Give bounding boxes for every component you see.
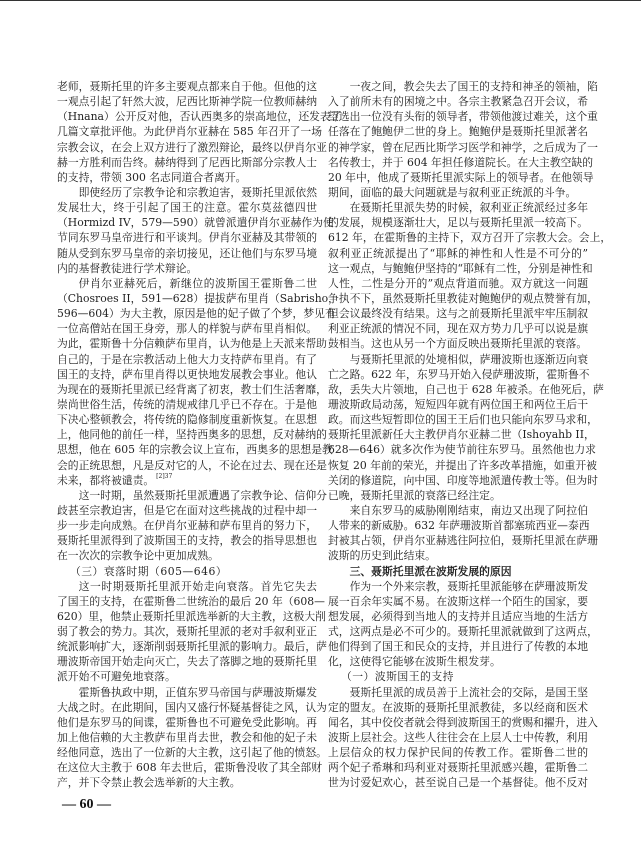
text-line	[328, 715, 598, 730]
text-line-content: 统派影响扩大，逐渐削弱聂斯托里派的影响力。最后，萨	[57, 640, 327, 654]
text-line-content: 聂斯托里派得到了波斯国王的支持，教会的指导思想也	[57, 534, 317, 548]
text-line	[57, 246, 317, 261]
text-line	[328, 185, 588, 200]
text-line-content: 珊波斯帝国开始走向灭亡，失去了落脚之地的聂斯托里	[57, 655, 317, 669]
text-line-content: 内的基督教徒进行学术辩论。	[57, 261, 198, 275]
text-line-content: 展一百余年实属不易。在波斯这样一个陌生的国家，要	[328, 594, 588, 608]
text-line	[328, 533, 598, 548]
paragraph	[57, 685, 327, 791]
text-line-content: 节同东罗马皇帝进行和平谈判。伊肖尔亚赫及其带领的	[57, 231, 317, 245]
text-line	[57, 533, 317, 548]
text-line	[57, 594, 325, 609]
text-line	[57, 654, 317, 669]
text-line	[328, 336, 588, 351]
text-line-content: 他们得到了国王和民众的支持，并且进行了传教的本地	[328, 640, 588, 654]
text-line-content: 加上他信赖的大主教萨布里肖去世，教会和他的妃子未	[57, 731, 317, 745]
text-line	[57, 473, 317, 488]
text-line-content: 歧甚至宗教迫害，但是它在面对这些挑战的过程中却一	[57, 503, 317, 517]
text-line-content: 聂斯托里派新任大主教伊肖尔亚赫二世（Ishoyahb II，	[328, 428, 595, 442]
text-line	[57, 306, 336, 321]
text-line-content: 即使经历了宗教争论和宗教迫害，聂斯托里派依然	[78, 185, 317, 199]
paragraph	[328, 579, 598, 670]
text-line	[328, 503, 588, 518]
text-line	[328, 458, 597, 473]
text-line-content: （Hnana）公开反对他，否认西奥多的崇高地位，还发表了	[57, 110, 342, 124]
text-line-content: 来自东罗马的威胁刚刚结束，南边又出现了阿拉伯	[349, 503, 588, 517]
text-line	[57, 488, 327, 503]
text-line-content: 人带来的新威胁。632 年萨珊波斯首都塞琉西亚—泰西	[328, 519, 590, 533]
text-line	[57, 185, 317, 200]
text-line-content: 宗教会议，在会上双方进行了激烈辩论，最终以伊肖尔亚	[57, 140, 327, 154]
text-line-content: 珊波斯政局动荡，短短四年就有两位国王和两位王后干	[328, 397, 588, 411]
paragraph	[328, 79, 598, 200]
left-column	[57, 79, 342, 791]
text-line-content: 20 年中，他成了聂斯托里派实际上的领导者。在他领导	[328, 170, 594, 184]
text-line	[57, 700, 327, 715]
text-line-content: 628—646）就多次作为使节前往东罗马。虽然他也力求	[328, 443, 596, 457]
text-line	[328, 685, 588, 700]
text-line	[328, 548, 588, 563]
text-line-content: 亡之路。622 年，东罗马开始入侵萨珊波斯，霍斯鲁不	[328, 367, 590, 381]
text-line	[328, 412, 598, 427]
text-line-content: 想发展，必须得到当地人的支持并且适应当地的生活方	[328, 609, 588, 623]
text-line-content: 弱了教会的势力。其次，聂斯托里派的老对手叙利亚正	[57, 625, 317, 639]
text-line-content: 叙利亚正统派提出了“耶稣的神性和人性是不可分的”	[328, 246, 588, 260]
text-line	[57, 458, 327, 473]
text-line-content: 期间，面临的最大问题就是与叙利亚正统派的斗争。	[328, 185, 577, 199]
text-line	[57, 715, 317, 730]
text-line	[57, 336, 327, 351]
text-line-content: 大战之时。在此期间，国内又盛行怀疑基督徒之风，认为	[57, 700, 327, 714]
text-line	[328, 745, 588, 760]
text-line-content: 这一观点，与鲍鲍伊坚持的“耶稣有二性，分别是神性和	[328, 261, 593, 275]
text-line	[328, 760, 588, 775]
text-line-content: 入了前所未有的困境之中。各宗主教紧急召开会议，希	[328, 95, 588, 109]
text-line	[328, 306, 588, 321]
text-line	[328, 427, 595, 442]
text-line-content: 他们是东罗马的间谍，霍斯鲁也不可避免受此影响。再	[57, 715, 317, 729]
text-line-content: 几篇文章批评他。为此伊肖尔亚赫在 585 年召开了一场	[57, 125, 323, 139]
text-line-content: 任落在了鲍鲍伊二世的身上。鲍鲍伊是聂斯托里派著名	[328, 125, 588, 139]
text-line-content: 敌，丢失大片领地，自己也于 628 年被杀。在他死后，萨	[328, 382, 604, 396]
text-line	[328, 654, 588, 669]
text-line	[57, 276, 317, 291]
text-line-content: 612 年，在霍斯鲁的主持下，双方召开了宗教大会。会上，	[328, 231, 612, 245]
text-line	[57, 775, 317, 790]
text-line-content: 老师，聂斯托里的许多主要观点都来自于他。但他的这	[57, 80, 317, 93]
text-line-content: 伊肖尔亚赫死后，新继位的波斯国王霍斯鲁二世	[78, 276, 317, 290]
text-line-content: 这一时期聂斯托里派开始走向衰落。首先它失去	[78, 579, 317, 593]
text-line	[57, 685, 317, 700]
text-line-content: 的发展，规模逐渐壮大，足以与聂斯托里派一较高下。	[328, 216, 588, 230]
text-line-content: 为此，霍斯鲁十分信赖萨布里肖，认为他是上天派来帮助	[57, 337, 327, 351]
text-line-content: 在聂斯托里派失势的时候，叙利亚正统派经过多年	[349, 201, 588, 215]
section-heading: 三、聂斯托里派在波斯发展的原因	[349, 564, 512, 578]
text-line-content: 一位高僧站在国王身旁，那人的样貌与萨布里肖相似。	[57, 322, 317, 336]
text-line	[57, 200, 317, 215]
text-line	[57, 109, 342, 124]
text-line-content: 620）里，他禁止聂斯托里派选举新的大主教，这极大削	[57, 609, 326, 623]
text-line-content: 封被其占领，伊肖尔亚赫逃往阿拉伯，聂斯托里派在萨珊	[328, 534, 598, 548]
text-line-content: 为现在的聂斯托里派已经背离了初衷，教士们生活奢靡，	[57, 382, 327, 396]
paragraph	[57, 79, 342, 185]
text-line	[328, 488, 588, 503]
text-line	[57, 230, 317, 245]
text-line	[328, 775, 588, 790]
text-line-content: 这一时期，虽然聂斯托里派遭遇了宗教争论、信仰分	[78, 488, 327, 502]
paragraph	[328, 352, 604, 503]
text-line	[328, 609, 588, 624]
text-line	[57, 397, 317, 412]
text-line	[328, 200, 588, 215]
text-line-content: 鼓相当。这也从另一个方面反映出聂斯托里派的衰落。	[328, 337, 588, 351]
text-line	[328, 79, 598, 94]
text-line-content: 望选出一位没有头衔的领导者，带领他渡过难关，这个重	[328, 110, 598, 124]
text-line-content: 政。而这些短暂即位的国王王后们也只能向东罗马求和，	[328, 413, 598, 427]
text-line	[57, 79, 317, 94]
text-line	[57, 760, 323, 775]
text-line	[57, 261, 317, 276]
text-line	[328, 624, 598, 639]
text-line	[328, 639, 588, 654]
text-line-content: （Chosroes II，591—628）提拔萨布里肖（Sabrisho，	[57, 291, 339, 305]
text-line-content: 已晚，聂斯托里派的衰落已经注定。	[328, 488, 501, 502]
text-line	[328, 94, 588, 109]
text-line-content: 人性，二性是分开的”观点背道而驰。双方就这一问题	[328, 276, 588, 290]
text-line-content: 的神学家，曾在尼西比斯学习医学和神学，之后成为了一	[328, 140, 598, 154]
text-line-content: 与聂斯托里派的处境相似，萨珊波斯也逐渐迈向衰	[349, 352, 588, 366]
text-line	[328, 170, 594, 185]
text-line-content: 国王的支持，萨布里肖得以更快地发展教会事业。他认	[57, 367, 317, 381]
text-line-content: 在这位大主教于 608 年去世后，霍斯鲁没收了其全部财	[57, 761, 323, 775]
text-line	[57, 427, 327, 442]
text-line-content: 闻名，其中佼佼者就会得到波斯国王的赏赐和擢升，进入	[328, 715, 598, 729]
text-line-content: 恢复 20 年前的荣光，并提出了许多改革措施，如重开被	[328, 458, 597, 472]
text-line-content: 式，这两点是必不可少的。聂斯托里派就做到了这两点，	[328, 625, 598, 639]
text-line	[328, 594, 588, 609]
text-line	[57, 321, 317, 336]
text-line	[328, 442, 596, 457]
text-line-content: 名传教士，并于 604 年担任修道院长。在大主教空缺的	[328, 155, 594, 169]
text-line-content: 崇尚世俗生活，传统的清规戒律几乎已不存在。于是他	[57, 397, 317, 411]
text-line-content: 派开始不可避免地衰落。	[57, 670, 176, 684]
text-line-content: 未来，都将被谴责。	[57, 473, 155, 487]
text-line	[328, 397, 588, 412]
text-line-content: 下决心整顿教会，将传统的隐修制度重新恢复。在思想	[57, 413, 317, 427]
text-line	[57, 624, 317, 639]
subsection-heading: （一）波斯国王的支持	[340, 670, 454, 684]
text-line	[57, 155, 317, 170]
text-line-content: 霍斯鲁执政中期，正值东罗马帝国与萨珊波斯爆发	[78, 685, 317, 699]
text-line-content: 了国王的支持，在霍斯鲁二世统治的最后 20 年（608—	[57, 594, 325, 608]
text-line	[57, 352, 317, 367]
text-line	[57, 140, 327, 155]
text-line	[57, 382, 327, 397]
text-line	[57, 745, 327, 760]
text-line	[57, 639, 327, 654]
text-line	[328, 518, 588, 533]
text-line	[57, 170, 317, 185]
right-column	[328, 79, 612, 791]
text-line-content: 利亚正统派的情况不同，现在双方势力几乎可以说是旗	[328, 322, 588, 336]
text-line-content: 关闭的修道院，向中国、印度等地派遣传教士等。但为时	[328, 473, 598, 487]
text-line	[328, 291, 598, 306]
text-line	[328, 367, 588, 382]
text-line-content: 发展壮大，终于引起了国王的注意。霍尔莫兹德四世	[57, 201, 317, 215]
text-line-content: 作为一个外来宗教，聂斯托里派能够在萨珊波斯发	[349, 579, 588, 593]
text-line	[328, 261, 593, 276]
text-line-content: 波斯上层社会。这些人往往会在上层人士中传教，利用	[328, 731, 588, 745]
text-line	[328, 382, 604, 397]
text-line	[57, 291, 339, 306]
text-line-content: 世为讨爱妃欢心，甚至说自己是一个基督徒。他不反对	[328, 776, 588, 790]
paragraph	[57, 579, 327, 685]
text-line	[57, 215, 334, 230]
text-line-content: 化，这使得它能够在波斯生根发芽。	[328, 655, 501, 669]
text-line	[57, 412, 317, 427]
paragraph	[328, 685, 598, 791]
text-line	[328, 352, 588, 367]
page-number: — 60 —	[62, 797, 111, 812]
text-line	[328, 321, 588, 336]
text-line-content: 在一次次的宗教争论中更加成熟。	[57, 549, 219, 563]
text-line-content: 聂斯托里派的成员善于上流社会的交际，是国王坚	[349, 685, 588, 699]
citation-marker: [2]37	[156, 472, 173, 480]
text-line	[328, 579, 588, 594]
text-line	[328, 276, 588, 291]
text-line	[57, 124, 323, 139]
text-line-content: 步一步走向成熟。在伊肖尔亚赫和萨布里肖的努力下，	[57, 519, 317, 533]
text-line	[328, 730, 588, 745]
text-line-content: 争执不下，虽然聂斯托里教徒对鲍鲍伊的观点赞誉有加，	[328, 291, 598, 305]
text-line	[57, 669, 317, 684]
text-line-content: 随从受到东罗马皇帝的亲切接见，还让他们与东罗马境	[57, 246, 317, 260]
text-line-content: 波斯的历史到此结束。	[328, 549, 436, 563]
text-line	[328, 700, 588, 715]
text-line	[328, 124, 588, 139]
text-line	[328, 246, 588, 261]
text-line	[57, 503, 317, 518]
text-line-content: 上层信众的权力保护民间的传教工作。霍斯鲁二世的	[328, 746, 588, 760]
text-line-content: 产，并下令禁止教会选举新的大主教。	[57, 776, 241, 790]
text-line-content: 的支持，带领 300 名志同道合者离开。	[57, 170, 247, 184]
text-line	[57, 442, 333, 457]
paragraph	[57, 488, 327, 564]
text-line-content: 一夜之间，教会失去了国王的支持和神圣的领袖，陷	[349, 80, 598, 93]
text-line-content: 上，他同他的前任一样，坚持西奥多的思想，反对赫纳的	[57, 428, 327, 442]
text-line	[57, 367, 317, 382]
text-line	[57, 548, 317, 563]
text-line	[57, 518, 317, 533]
text-line	[328, 155, 594, 170]
text-line	[57, 579, 317, 594]
text-line-content: 经他同意，选出了一位新的大主教，这引起了他的愤怒。	[57, 746, 327, 760]
text-line	[328, 140, 598, 155]
text-line	[328, 215, 588, 230]
text-line	[57, 730, 317, 745]
text-line-content: 但会议最终没有结果。这与之前聂斯托里派牢牢压制叙	[328, 307, 588, 321]
text-line-content: 两个妃子希琳和玛利亚对聂斯托里派感兴趣，霍斯鲁二	[328, 761, 588, 775]
paragraph	[57, 185, 334, 276]
text-line	[328, 230, 612, 245]
text-line	[57, 94, 317, 109]
paragraph	[328, 200, 612, 351]
text-line	[57, 609, 326, 624]
text-line-content: 思想，他在 605 年的宗教会议上宣布，西奥多的思想是教	[57, 443, 333, 457]
text-line-content: （Hormizd IV，579—590）就曾派遣伊肖尔亚赫作为使	[57, 216, 334, 230]
text-line-content: 596—604）为大主教，原因是他的妃子做了个梦，梦见有	[57, 307, 336, 321]
subsection-heading: （三）衰落时期（605—646）	[69, 564, 228, 578]
text-line-content: 定的盟友。在波斯的聂斯托里派教徒，多以经商和医术	[328, 700, 588, 714]
paragraph	[328, 503, 598, 564]
text-line-content: 赫一方胜利而告终。赫纳得到了尼西比斯部分宗教人士	[57, 155, 317, 169]
text-line-content: 一观点引起了轩然大波，尼西比斯神学院一位教师赫纳	[57, 95, 317, 109]
text-line-content: 自己的，于是在宗教活动上他大力支持萨布里肖。有了	[57, 352, 317, 366]
paragraph	[57, 276, 339, 488]
top-rule	[0, 0, 641, 1]
text-line-content: 会的正统思想，凡是反对它的人，不论在过去、现在还是	[57, 458, 327, 472]
text-line	[328, 109, 598, 124]
text-line	[328, 473, 598, 488]
